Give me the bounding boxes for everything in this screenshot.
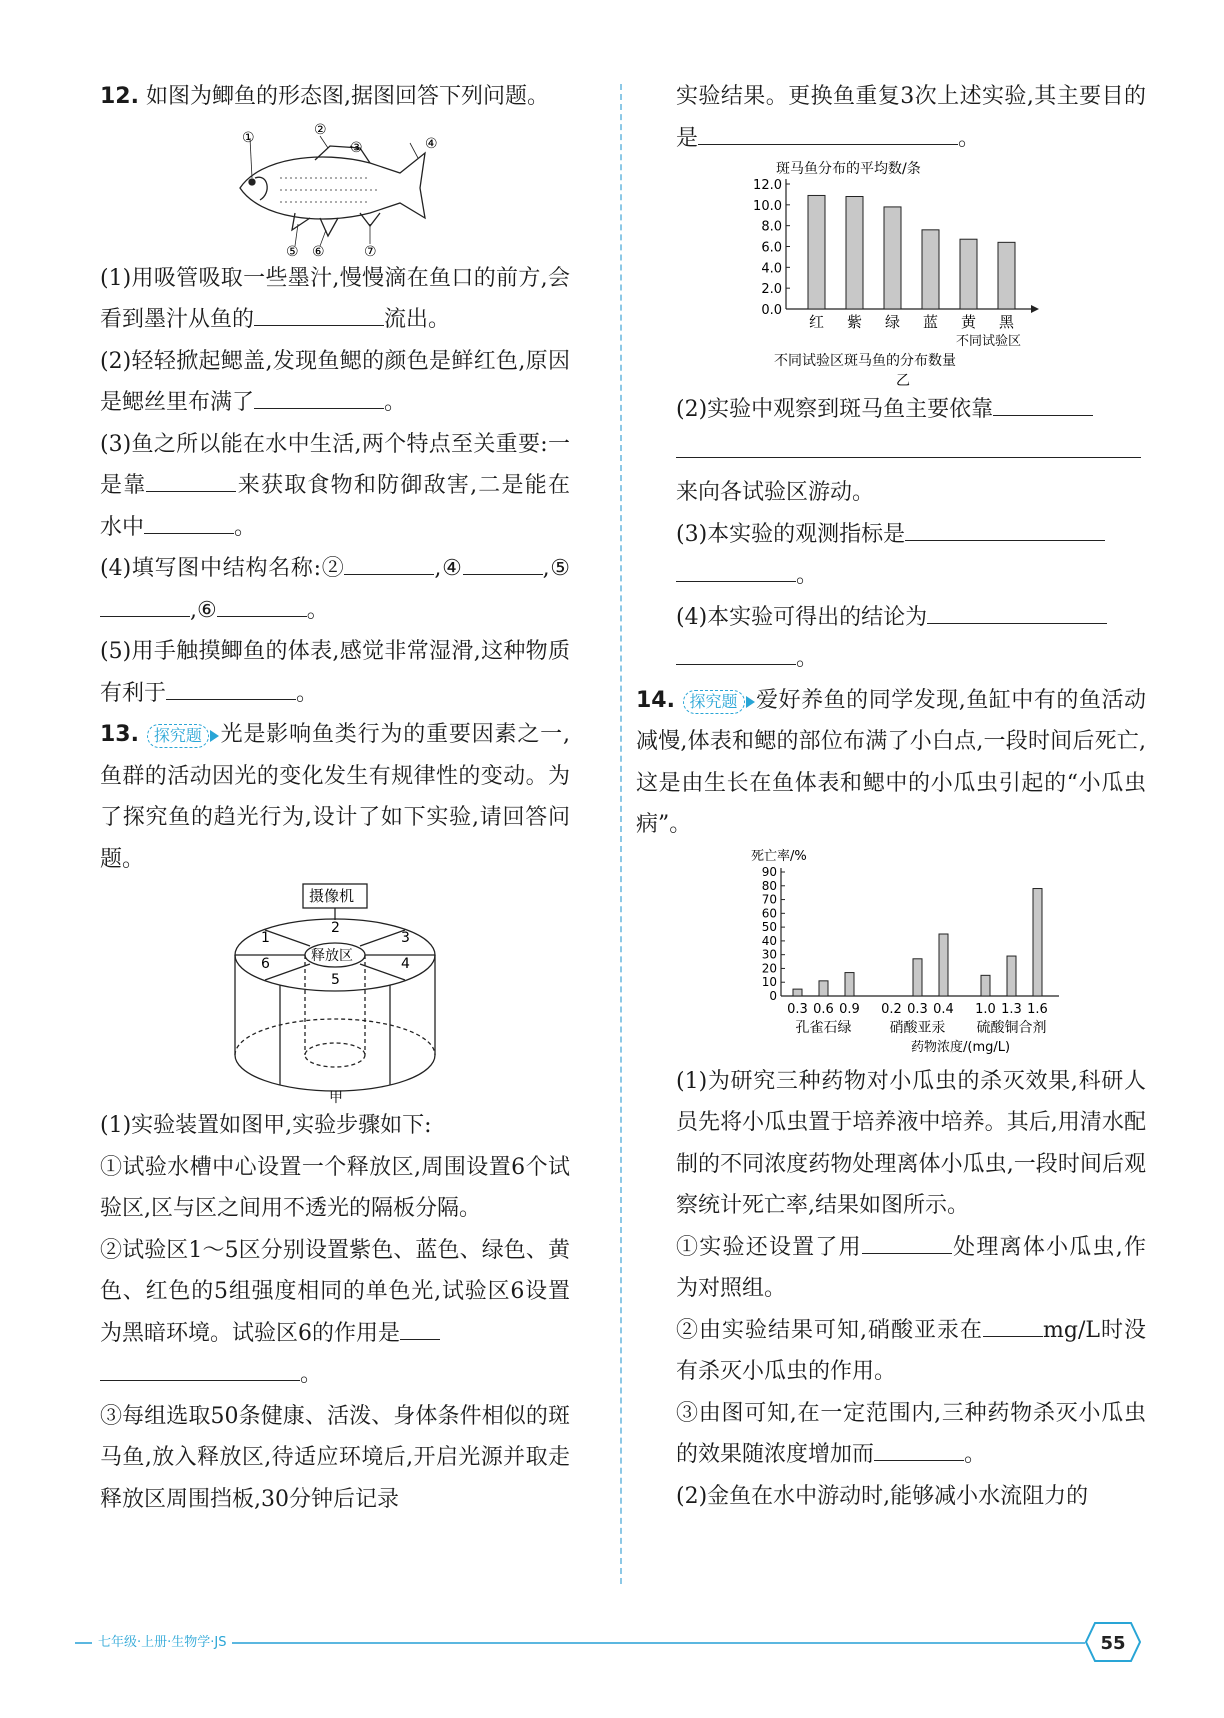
- category-label: 紫: [846, 313, 863, 331]
- bar-紫: [846, 197, 863, 310]
- y-tick-label: 2.0: [761, 282, 782, 298]
- q12-part4: (4)填写图中结构名称:② ,④ ,⑤,⑥ 。: [100, 548, 570, 631]
- bar-硫酸铜合剂-1.0: [981, 975, 990, 996]
- page-number-badge: [1085, 1621, 1141, 1663]
- x-tick-label: 1.3: [1001, 1001, 1022, 1017]
- group-label: 孔雀石绿: [795, 1019, 852, 1036]
- y-tick-label: 4.0: [761, 261, 782, 277]
- figure-caption-jia: 甲: [329, 1090, 343, 1105]
- q13-step3-continued: 实验结果。更换鱼重复3次上述实验,其主要目的是 。: [676, 84, 1146, 151]
- chart-death-xlabel: 药物浓度/(mg/L): [911, 1039, 1011, 1055]
- bar-孔雀石绿-0.9: [845, 972, 854, 995]
- y-tick-label: 70: [761, 892, 777, 907]
- fish-label-6: ⑥: [312, 243, 325, 258]
- answer-blank[interactable]: [254, 299, 384, 326]
- bar-硝酸亚汞-0.4: [939, 934, 948, 996]
- answer-blank[interactable]: [698, 118, 958, 145]
- zone-6-label: 6: [261, 956, 270, 972]
- y-tick-label: 0: [769, 988, 777, 1003]
- q12-part1: (1)用吸管吸取一些墨汁,慢慢滴在鱼口的前方,会看到墨汁从鱼的 流出。: [100, 265, 570, 332]
- x-tick-label: 0.3: [787, 1001, 808, 1017]
- answer-blank[interactable]: [166, 673, 296, 700]
- group-label: 硝酸亚汞: [889, 1019, 946, 1036]
- bar-黑: [998, 242, 1015, 309]
- bar-孔雀石绿-0.6: [819, 980, 828, 995]
- answer-blank[interactable]: [676, 555, 796, 582]
- answer-blank[interactable]: [100, 590, 190, 617]
- bar-孔雀石绿-0.3: [793, 989, 802, 996]
- fish-label-7: ⑦: [364, 243, 377, 258]
- q12-part2: (2)轻轻掀起鳃盖,发现鱼鳃的颜色是鲜红色,原因是鳃丝里布满了 。: [100, 348, 570, 415]
- tank-apparatus-figure: [225, 880, 445, 1105]
- y-tick-label: 6.0: [761, 240, 782, 256]
- answer-blank[interactable]: [905, 514, 1105, 541]
- y-tick-label: 12.0: [753, 178, 782, 193]
- q14-stem: 14. 探究题 爱好养鱼的同学发现,鱼缸中有的鱼活动减慢,体表和鳃的部位布满了小白点,一段时间后死亡,这是由生长在鱼体表和鳃中的小瓜虫引起的“小瓜虫病”。: [636, 687, 1147, 837]
- x-tick-label: 0.6: [813, 1001, 834, 1017]
- explore-tag: 探究题: [147, 724, 209, 748]
- answer-blank[interactable]: [927, 597, 1107, 624]
- left-column: [100, 76, 570, 1520]
- page-number: 55: [1100, 1633, 1126, 1654]
- zone-4-label: 4: [401, 956, 410, 972]
- chart-yi-sublabel: 乙: [896, 373, 910, 389]
- answer-blank[interactable]: [676, 638, 796, 665]
- answer-blank[interactable]: [676, 431, 1141, 458]
- q13-step2: ②试验区1～5区分别设置紫色、蓝色、绿色、黄色、红色的5组强度相同的单色光,试验区6设置为黑暗环境。试验区6的作用是 。: [100, 1237, 570, 1387]
- answer-blank[interactable]: [217, 590, 307, 617]
- group-label: 硫酸铜合剂: [976, 1019, 1047, 1036]
- fish-label-3: ③: [350, 139, 363, 156]
- answer-blank[interactable]: [983, 1310, 1043, 1337]
- y-tick-label: 50: [761, 919, 777, 934]
- q12-part5: (5)用手触摸鲫鱼的体表,感觉非常湿滑,这种物质有利于 。: [100, 639, 570, 706]
- category-label: 黑: [998, 313, 1015, 331]
- answer-blank[interactable]: [862, 1227, 952, 1254]
- answer-blank[interactable]: [146, 465, 236, 492]
- q13-part3: (3)本实验的观测指标是 。: [676, 514, 1146, 597]
- camera-label: 摄像机: [309, 887, 355, 905]
- q14-step3: ③由图可知,在一定范围内,三种药物杀灭小瓜虫的效果随浓度增加而 。: [676, 1400, 1146, 1467]
- crucian-carp-figure: [220, 118, 450, 258]
- column-divider: [620, 84, 622, 1584]
- y-tick-label: 10.0: [753, 198, 782, 214]
- q13-step1: ①试验水槽中心设置一个释放区,周围设置6个试验区,区与区之间用不透光的隔板分隔。: [100, 1154, 570, 1221]
- bar-绿: [884, 207, 901, 309]
- bar-黄: [960, 239, 977, 309]
- y-tick-label: 30: [761, 947, 777, 962]
- fish-label-5: ⑤: [286, 243, 299, 258]
- zone-3-label: 3: [401, 930, 410, 946]
- q14-step2: ②由实验结果可知,硝酸亚汞在 mg/L时没有杀灭小瓜虫的作用。: [676, 1310, 1146, 1393]
- answer-blank[interactable]: [874, 1434, 964, 1461]
- y-tick-label: 20: [761, 960, 777, 975]
- chart-death-ylabel: 死亡率/%: [751, 848, 807, 864]
- y-tick-label: 80: [761, 878, 777, 893]
- category-label: 绿: [884, 313, 901, 331]
- fish-label-4: ④: [425, 135, 438, 152]
- footer-book-info: 七年级·上册·生物学·JS: [92, 1631, 232, 1650]
- answer-blank[interactable]: [144, 507, 234, 534]
- bar-硝酸亚汞-0.3: [913, 958, 922, 995]
- x-tick-label: 0.4: [933, 1001, 954, 1017]
- x-tick-label: 0.3: [907, 1001, 928, 1017]
- y-tick-label: 90: [761, 864, 777, 879]
- bar-红: [808, 195, 825, 309]
- x-tick-label: 0.9: [839, 1001, 860, 1017]
- zebrafish-distribution-chart: [746, 159, 1076, 389]
- chart-yi-caption: 不同试验区斑马鱼的分布数量: [774, 353, 956, 369]
- chart-yi-ylabel: 斑马鱼分布的平均数/条: [776, 161, 921, 177]
- y-tick-label: 10: [761, 974, 777, 989]
- q13-part4: (4)本实验可得出的结论为 。: [676, 597, 1146, 680]
- q12-part3: (3)鱼之所以能在水中生活,两个特点至关重要:一是靠 来获取食物和防御敌害,二是能在水中 。: [100, 431, 570, 540]
- category-label: 蓝: [922, 313, 939, 331]
- bar-硫酸铜合剂-1.3: [1007, 956, 1016, 996]
- chart-yi-xlabel: 不同试验区: [956, 334, 1022, 349]
- answer-blank[interactable]: [993, 389, 1093, 416]
- y-tick-label: 40: [761, 933, 777, 948]
- q13-part1: (1)实验装置如图甲,实验步骤如下:: [100, 1113, 432, 1138]
- x-tick-label: 1.6: [1027, 1001, 1048, 1017]
- fish-label-1: ①: [242, 129, 255, 146]
- bar-硫酸铜合剂-1.6: [1033, 888, 1042, 995]
- answer-blank[interactable]: [254, 382, 384, 409]
- answer-blank[interactable]: [344, 548, 434, 575]
- explore-tag: 探究题: [683, 690, 745, 714]
- bar-蓝: [922, 230, 939, 309]
- zone-1-label: 1: [261, 930, 270, 946]
- q14-part2: (2)金鱼在水中游动时,能够减小水流阻力的: [676, 1483, 1089, 1509]
- fish-label-2: ②: [314, 121, 327, 138]
- answer-blank[interactable]: [100, 1354, 300, 1381]
- q14-part1: (1)为研究三种药物对小瓜虫的杀灭效果,科研人员先将小瓜虫置于培养液中培养。其后,用清水配制的不同浓度药物处理离体小瓜虫,一段时间后观察统计死亡率,结果如图所示。: [676, 1068, 1146, 1218]
- category-label: 红: [808, 313, 825, 331]
- q13-stem: 13. 探究题 光是影响鱼类行为的重要因素之一,鱼群的活动因光的变化发生有规律性的变动。为了探究鱼的趋光行为,设计了如下实验,请回答问题。: [100, 722, 571, 872]
- release-zone-label: 释放区: [311, 948, 353, 964]
- y-tick-label: 8.0: [761, 219, 782, 235]
- q13-step3: ③每组选取50条健康、活泼、身体条件相似的斑马鱼,放入释放区,待适应环境后,开启光源并取走释放区周围挡板,30分钟后记录: [100, 1403, 570, 1512]
- q13-part2: (2)实验中观察到斑马鱼主要依靠 来向各试验区游动。: [676, 389, 1146, 514]
- answer-blank[interactable]: [400, 1313, 440, 1340]
- zone-5-label: 5: [331, 972, 340, 988]
- category-label: 黄: [960, 313, 977, 331]
- x-tick-label: 0.2: [881, 1001, 902, 1017]
- answer-blank[interactable]: [463, 548, 543, 575]
- q12-stem: 12. 如图为鲫鱼的形态图,据图回答下列问题。: [100, 84, 549, 109]
- right-column: [636, 76, 1147, 1517]
- zone-2-label: 2: [331, 920, 340, 936]
- mortality-rate-chart: [741, 846, 1081, 1061]
- y-tick-label: 0.0: [761, 303, 782, 318]
- y-tick-label: 60: [761, 905, 777, 920]
- x-tick-label: 1.0: [975, 1001, 996, 1017]
- q14-step1: ①实验还设置了用 处理离体小瓜虫,作为对照组。: [676, 1227, 1146, 1310]
